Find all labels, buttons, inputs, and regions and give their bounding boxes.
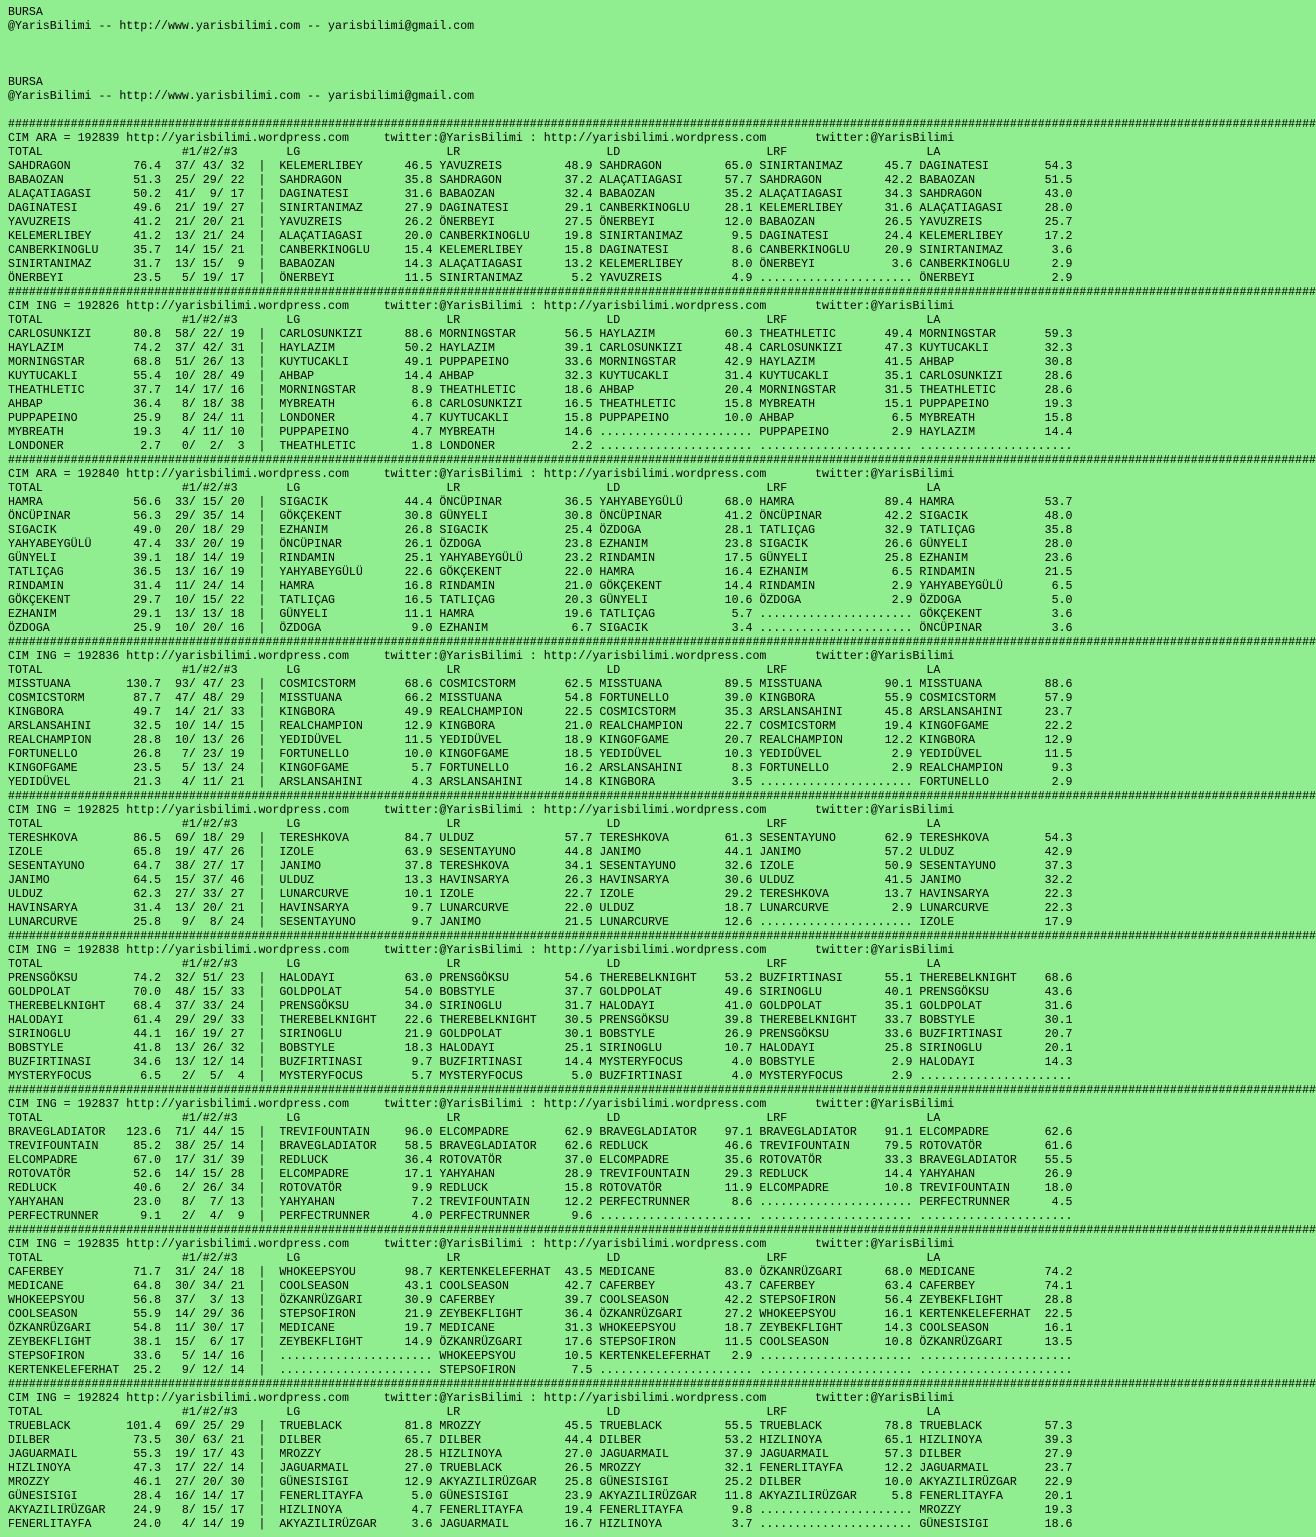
separator-line: ############################################################################################################################################################################################ (8, 118, 1316, 131)
separator-line: ############################################################################################################################################################################################ (8, 930, 1316, 943)
table-row: COOLSEASON 55.9 14/ 29/ 36 | STEPSOFIRON 21.9 ZEYBEKFLIGHT 36.4 ÖZKANRÜZGARI 27.2 WHOKEEPSYOU 16.1 KERTENKELEFERHAT 22.5 (8, 1308, 1073, 1321)
race-title: CIM ARA = 192840 http://yarisbilimi.wordpress.com twitter:@YarisBilimi : http://yarisbilimi.wordpress.com twitter:@YarisBilimi (8, 468, 955, 481)
table-row: HALODAYI 61.4 29/ 29/ 33 | THEREBELKNIGHT 22.6 THEREBELKNIGHT 30.5 PRENSGÖKSU 39.8 THEREBELKNIGHT 33.7 BOBSTYLE 30.1 (8, 1014, 1073, 1027)
table-row: YAHYAHAN 23.0 8/ 7/ 13 | YAHYAHAN 7.2 TREVIFOUNTAIN 12.2 PERFECTRUNNER 8.6 ...................... PERFECTRUNNER 4.5 (8, 1196, 1073, 1209)
table-row: TRUEBLACK 101.4 69/ 25/ 29 | TRUEBLACK 81.8 MROZZY 45.5 TRUEBLACK 55.5 TRUEBLACK 78.8 TRUEBLACK 57.3 (8, 1420, 1073, 1433)
table-row: ÖZDOGA 25.9 10/ 20/ 16 | ÖZDOGA 9.0 EZHANIM 6.7 SIGACIK 3.4 ...................... ÖNCÜPINAR 3.6 (8, 622, 1073, 635)
column-header-row: TOTAL #1/#2/#3 LG LR LD LRF LA (8, 1252, 941, 1265)
blank-line (8, 34, 1080, 48)
race-sections (8, 118, 1316, 1532)
table-row: TREVIFOUNTAIN 85.2 38/ 25/ 14 | BRAVEGLADIATOR 58.5 BRAVEGLADIATOR 62.6 REDLUCK 46.6 TREVIFOUNTAIN 79.5 ROTOVATÖR 61.6 (8, 1140, 1073, 1153)
table-row: KERTENKELEFERHAT 25.2 9/ 12/ 14 | ...................... STEPSOFIRON 7.5 ...................... ...................... ...................... (8, 1364, 1073, 1377)
table-row: LONDONER 2.7 0/ 2/ 3 | THEATHLETIC 1.8 LONDONER 2.2 ...................... ...................... ...................... (8, 440, 1073, 453)
table-row: MROZZY 46.1 27/ 20/ 30 | GÜNESISIGI 12.9 AKYAZILIRÜZGAR 25.8 GÜNESISIGI 25.2 DILBER 10.0 AKYAZILIRÜZGAR 22.9 (8, 1476, 1073, 1489)
separator-line: ############################################################################################################################################################################################ (8, 1224, 1316, 1237)
column-header-row: TOTAL #1/#2/#3 LG LR LD LRF LA (8, 314, 941, 327)
column-header-row: TOTAL #1/#2/#3 LG LR LD LRF LA (8, 664, 941, 677)
table-row: BRAVEGLADIATOR 123.6 71/ 44/ 15 | TREVIFOUNTAIN 96.0 ELCOMPADRE 62.9 BRAVEGLADIATOR 97.1 BRAVEGLADIATOR 91.1 ELCOMPADRE 62.6 (8, 1126, 1073, 1139)
table-row: EZHANIM 29.1 13/ 13/ 18 | GÜNYELI 11.1 HAMRA 19.6 TATLIÇAG 5.7 ...................... GÖKÇEKENT 3.6 (8, 608, 1073, 621)
table-row: AHBAP 36.4 8/ 18/ 38 | MYBREATH 6.8 CARLOSUNKIZI 16.5 THEATHLETIC 15.8 MYBREATH 15.1 PUPPAPEINO 19.3 (8, 398, 1073, 411)
table-row: YAHYABEYGÜLÜ 47.4 33/ 20/ 19 | ÖNCÜPINAR 26.1 ÖZDOGA 23.8 EZHANIM 23.8 SIGACIK 26.6 GÜNYELI 28.0 (8, 538, 1073, 551)
table-row: IZOLE 65.8 19/ 47/ 26 | IZOLE 63.9 SESENTAYUNO 44.8 JANIMO 44.1 JANIMO 57.2 ULDUZ 42.9 (8, 846, 1073, 859)
table-row: FENERLITAYFA 24.0 4/ 14/ 19 | AKYAZILIRÜZGAR 3.6 JAGUARMAIL 16.7 HIZLINOYA 3.7 ...................... GÜNESISIGI 18.6 (8, 1518, 1073, 1531)
separator-line: ############################################################################################################################################################################################ (8, 790, 1316, 803)
table-row: HAYLAZIM 74.2 37/ 42/ 31 | HAYLAZIM 50.2 HAYLAZIM 39.1 CARLOSUNKIZI 48.4 CARLOSUNKIZI 47.3 KUYTUCAKLI 32.3 (8, 342, 1073, 355)
table-row: JANIMO 64.5 15/ 37/ 46 | ULDUZ 13.3 HAVINSARYA 26.3 HAVINSARYA 30.6 ULDUZ 41.5 JANIMO 32.2 (8, 874, 1073, 887)
table-row: LUNARCURVE 25.8 9/ 8/ 24 | SESENTAYUNO 9.7 JANIMO 21.5 LUNARCURVE 12.6 ...................... IZOLE 17.9 (8, 916, 1073, 929)
contact-line: @YarisBilimi -- http://www.yarisbilimi.com -- yarisbilimi@gmail.com (8, 90, 475, 103)
page-title: BURSA (8, 76, 43, 89)
table-row: COSMICSTORM 87.7 47/ 48/ 29 | MISSTUANA 66.2 MISSTUANA 54.8 FORTUNELLO 39.0 KINGBORA 55.9 COSMICSTORM 57.9 (8, 692, 1073, 705)
table-row: ZEYBEKFLIGHT 38.1 15/ 6/ 17 | ZEYBEKFLIGHT 14.9 ÖZKANRÜZGARI 17.6 STEPSOFIRON 11.5 COOLSEASON 10.8 ÖZKANRÜZGARI 13.5 (8, 1336, 1073, 1349)
table-row: TATLIÇAG 36.5 13/ 16/ 19 | YAHYABEYGÜLÜ 22.6 GÖKÇEKENT 22.0 HAMRA 16.4 EZHANIM 6.5 RINDAMIN 21.5 (8, 566, 1073, 579)
race-title: CIM ING = 192838 http://yarisbilimi.wordpress.com twitter:@YarisBilimi : http://yarisbilimi.wordpress.com twitter:@YarisBilimi (8, 944, 955, 957)
table-row: JAGUARMAIL 55.3 19/ 17/ 43 | MROZZY 28.5 HIZLINOYA 27.0 JAGUARMAIL 37.9 JAGUARMAIL 57.3 DILBER 27.9 (8, 1448, 1073, 1461)
page-title: BURSA (8, 6, 43, 19)
table-row: SIGACIK 49.0 20/ 18/ 29 | EZHANIM 26.8 SIGACIK 25.4 ÖZDOGA 28.1 TATLIÇAG 32.9 TATLIÇAG 35.8 (8, 524, 1073, 537)
table-row: ÖNCÜPINAR 56.3 29/ 35/ 14 | GÖKÇEKENT 30.8 GÜNYELI 30.8 ÖNCÜPINAR 41.2 ÖNCÜPINAR 42.2 SIGACIK 48.0 (8, 510, 1073, 523)
race-title: CIM ING = 192826 http://yarisbilimi.wordpress.com twitter:@YarisBilimi : http://yarisbilimi.wordpress.com twitter:@YarisBilimi (8, 300, 955, 313)
table-row: DILBER 73.5 30/ 63/ 21 | DILBER 65.7 DILBER 44.4 DILBER 53.2 HIZLINOYA 65.1 HIZLINOYA 39.3 (8, 1434, 1073, 1447)
table-row: BABAOZAN 51.3 25/ 29/ 22 | SAHDRAGON 35.8 SAHDRAGON 37.2 ALAÇATIAGASI 57.7 SAHDRAGON 42.2 BABAOZAN 51.5 (8, 174, 1073, 187)
table-row: ROTOVATÖR 52.6 14/ 15/ 28 | ELCOMPADRE 17.1 YAHYAHAN 28.9 TREVIFOUNTAIN 29.3 REDLUCK 14.4 YAHYAHAN 26.9 (8, 1168, 1073, 1181)
table-row: ALAÇATIAGASI 50.2 41/ 9/ 17 | DAGINATESI 31.6 BABAOZAN 32.4 BABAOZAN 35.2 ALAÇATIAGASI 34.3 SAHDRAGON 43.0 (8, 188, 1073, 201)
table-row: MISSTUANA 130.7 93/ 47/ 23 | COSMICSTORM 68.6 COSMICSTORM 62.5 MISSTUANA 89.5 MISSTUANA 90.1 MISSTUANA 88.6 (8, 678, 1073, 691)
table-row: SINIRTANIMAZ 31.7 13/ 15/ 9 | BABAOZAN 14.3 ALAÇATIAGASI 13.2 KELEMERLIBEY 8.0 ÖNERBEYI 3.6 CANBERKINOGLU 2.9 (8, 258, 1073, 271)
table-row: BUZFIRTINASI 34.6 13/ 12/ 14 | BUZFIRTINASI 9.7 BUZFIRTINASI 14.4 MYSTERYFOCUS 4.0 BOBSTYLE 2.9 HALODAYI 14.3 (8, 1056, 1073, 1069)
race-title: CIM ING = 192837 http://yarisbilimi.wordpress.com twitter:@YarisBilimi : http://yarisbilimi.wordpress.com twitter:@YarisBilimi (8, 1098, 955, 1111)
table-row: MYBREATH 19.3 4/ 11/ 10 | PUPPAPEINO 4.7 MYBREATH 14.6 ...................... PUPPAPEINO 2.9 HAYLAZIM 14.4 (8, 426, 1073, 439)
table-row: REDLUCK 40.6 2/ 26/ 34 | ROTOVATÖR 9.9 REDLUCK 15.8 ROTOVATÖR 11.9 ELCOMPADRE 10.8 TREVIFOUNTAIN 18.0 (8, 1182, 1073, 1195)
race-title: CIM ING = 192824 http://yarisbilimi.wordpress.com twitter:@YarisBilimi : http://yarisbilimi.wordpress.com twitter:@YarisBilimi (8, 1392, 955, 1405)
table-row: MEDICANE 64.8 30/ 34/ 21 | COOLSEASON 43.1 COOLSEASON 42.7 CAFERBEY 43.7 CAFERBEY 63.4 CAFERBEY 74.1 (8, 1280, 1073, 1293)
table-row: KUYTUCAKLI 55.4 10/ 28/ 49 | AHBAP 14.4 AHBAP 32.3 KUYTUCAKLI 31.4 KUYTUCAKLI 35.1 CARLOSUNKIZI 28.6 (8, 370, 1073, 383)
table-row: TERESHKOVA 86.5 69/ 18/ 29 | TERESHKOVA 84.7 ULDUZ 57.7 TERESHKOVA 61.3 SESENTAYUNO 62.9 TERESHKOVA 54.3 (8, 832, 1073, 845)
table-row: GÜNESISIGI 28.4 16/ 14/ 17 | FENERLITAYFA 5.0 GÜNESISIGI 23.9 AKYAZILIRÜZGAR 11.8 AKYAZILIRÜZGAR 5.8 FENERLITAYFA 20.1 (8, 1490, 1073, 1503)
table-row: AKYAZILIRÜZGAR 24.9 8/ 15/ 17 | HIZLINOYA 4.7 FENERLITAYFA 19.4 FENERLITAYFA 9.8 ...................... MROZZY 19.3 (8, 1504, 1073, 1517)
table-row: HIZLINOYA 47.3 17/ 22/ 14 | JAGUARMAIL 27.0 TRUEBLACK 26.5 MROZZY 32.1 FENERLITAYFA 12.2 JAGUARMAIL 23.7 (8, 1462, 1073, 1475)
column-header-row: TOTAL #1/#2/#3 LG LR LD LRF LA (8, 958, 941, 971)
table-row: GOLDPOLAT 70.0 48/ 15/ 33 | GOLDPOLAT 54.0 BOBSTYLE 37.7 GOLDPOLAT 49.6 SIRINOGLU 40.1 PRENSGÖKSU 43.6 (8, 986, 1073, 999)
table-row: FORTUNELLO 26.8 7/ 23/ 19 | FORTUNELLO 10.0 KINGOFGAME 18.5 YEDIDÜVEL 10.3 YEDIDÜVEL 2.9 YEDIDÜVEL 11.5 (8, 748, 1073, 761)
table-row: GÖKÇEKENT 29.7 10/ 15/ 22 | TATLIÇAG 16.5 TATLIÇAG 20.3 GÜNYELI 10.6 ÖZDOGA 2.9 ÖZDOGA 5.0 (8, 594, 1073, 607)
table-row: SESENTAYUNO 64.7 38/ 27/ 17 | JANIMO 37.8 TERESHKOVA 34.1 SESENTAYUNO 32.6 IZOLE 50.9 SESENTAYUNO 37.3 (8, 860, 1073, 873)
column-header-row: TOTAL #1/#2/#3 LG LR LD LRF LA (8, 1406, 941, 1419)
race-title: CIM ARA = 192839 http://yarisbilimi.wordpress.com twitter:@YarisBilimi : http://yarisbilimi.wordpress.com twitter:@YarisBilimi (8, 132, 955, 145)
column-header-row: TOTAL #1/#2/#3 LG LR LD LRF LA (8, 482, 941, 495)
blank-line (8, 62, 1080, 76)
table-row: HAVINSARYA 31.4 13/ 20/ 21 | HAVINSARYA 9.7 LUNARCURVE 22.0 ULDUZ 18.7 LUNARCURVE 2.9 LUNARCURVE 22.3 (8, 902, 1073, 915)
table-row: THEATHLETIC 37.7 14/ 17/ 16 | MORNINGSTAR 8.9 THEATHLETIC 18.6 AHBAP 20.4 MORNINGSTAR 31.5 THEATHLETIC 28.6 (8, 384, 1073, 397)
table-row: YAVUZREIS 41.2 21/ 20/ 21 | YAVUZREIS 26.2 ÖNERBEYI 27.5 ÖNERBEYI 12.0 BABAOZAN 26.5 YAVUZREIS 25.7 (8, 216, 1073, 229)
table-row: ELCOMPADRE 67.0 17/ 31/ 39 | REDLUCK 36.4 ROTOVATÖR 37.0 ELCOMPADRE 35.6 ROTOVATÖR 33.3 BRAVEGLADIATOR 55.5 (8, 1154, 1073, 1167)
table-row: ULDUZ 62.3 27/ 33/ 27 | LUNARCURVE 10.1 IZOLE 22.7 IZOLE 29.2 TERESHKOVA 13.7 HAVINSARYA 22.3 (8, 888, 1073, 901)
table-row: PUPPAPEINO 25.9 8/ 24/ 11 | LONDONER 4.7 KUYTUCAKLI 15.8 PUPPAPEINO 10.0 AHBAP 6.5 MYBREATH 15.8 (8, 412, 1073, 425)
table-row: MORNINGSTAR 68.8 51/ 26/ 13 | KUYTUCAKLI 49.1 PUPPAPEINO 33.6 MORNINGSTAR 42.9 HAYLAZIM 41.5 AHBAP 30.8 (8, 356, 1073, 369)
blank-line (8, 48, 1080, 62)
table-row: CARLOSUNKIZI 80.8 58/ 22/ 19 | CARLOSUNKIZI 88.6 MORNINGSTAR 56.5 HAYLAZIM 60.3 THEATHLETIC 49.4 MORNINGSTAR 59.3 (8, 328, 1073, 341)
separator-line: ############################################################################################################################################################################################ (8, 454, 1316, 467)
table-row: THEREBELKNIGHT 68.4 37/ 33/ 24 | PRENSGÖKSU 34.0 SIRINOGLU 31.7 HALODAYI 41.0 GOLDPOLAT 35.1 GOLDPOLAT 31.6 (8, 1000, 1073, 1013)
separator-line: ############################################################################################################################################################################################ (8, 636, 1316, 649)
table-row: RINDAMIN 31.4 11/ 24/ 14 | HAMRA 16.8 RINDAMIN 21.0 GÖKÇEKENT 14.4 RINDAMIN 2.9 YAHYABEYGÜLÜ 6.5 (8, 580, 1073, 593)
race-title: CIM ING = 192836 http://yarisbilimi.wordpress.com twitter:@YarisBilimi : http://yarisbilimi.wordpress.com twitter:@YarisBilimi (8, 650, 955, 663)
table-row: MYSTERYFOCUS 6.5 2/ 5/ 4 | MYSTERYFOCUS 5.7 MYSTERYFOCUS 5.0 BUZFIRTINASI 4.0 MYSTERYFOCUS 2.9 ...................... (8, 1070, 1073, 1083)
table-row: WHOKEEPSYOU 56.8 37/ 3/ 13 | ÖZKANRÜZGARI 30.9 CAFERBEY 39.7 COOLSEASON 42.2 STEPSOFIRON 56.4 ZEYBEKFLIGHT 28.8 (8, 1294, 1073, 1307)
table-row: SAHDRAGON 76.4 37/ 43/ 32 | KELEMERLIBEY 46.5 YAVUZREIS 48.9 SAHDRAGON 65.0 SINIRTANIMAZ 45.7 DAGINATESI 54.3 (8, 160, 1073, 173)
table-row: DAGINATESI 49.6 21/ 19/ 27 | SINIRTANIMAZ 27.9 DAGINATESI 29.1 CANBERKINOGLU 28.1 KELEMERLIBEY 31.6 ALAÇATIAGASI 28.0 (8, 202, 1073, 215)
race-title: CIM ING = 192835 http://yarisbilimi.wordpress.com twitter:@YarisBilimi : http://yarisbilimi.wordpress.com twitter:@YarisBilimi (8, 1238, 955, 1251)
column-header-row: TOTAL #1/#2/#3 LG LR LD LRF LA (8, 146, 941, 159)
table-row: KELEMERLIBEY 41.2 13/ 21/ 24 | ALAÇATIAGASI 20.0 CANBERKINOGLU 19.8 SINIRTANIMAZ 9.5 DAGINATESI 24.4 KELEMERLIBEY 17.2 (8, 230, 1073, 243)
blank-line (8, 104, 1080, 118)
table-row: KINGBORA 49.7 14/ 21/ 33 | KINGBORA 49.9 REALCHAMPION 22.5 COSMICSTORM 35.3 ARSLANSAHINI 45.8 ARSLANSAHINI 23.7 (8, 706, 1073, 719)
table-row: HAMRA 56.6 33/ 15/ 20 | SIGACIK 44.4 ÖNCÜPINAR 36.5 YAHYABEYGÜLÜ 68.0 HAMRA 89.4 HAMRA 53.7 (8, 496, 1073, 509)
table-row: ARSLANSAHINI 32.5 10/ 14/ 15 | REALCHAMPION 12.9 KINGBORA 21.0 REALCHAMPION 22.7 COSMICSTORM 19.4 KINGOFGAME 22.2 (8, 720, 1073, 733)
table-row: ÖZKANRÜZGARI 54.8 11/ 30/ 17 | MEDICANE 19.7 MEDICANE 31.3 WHOKEEPSYOU 18.7 ZEYBEKFLIGHT 14.3 COOLSEASON 16.1 (8, 1322, 1073, 1335)
table-row: PERFECTRUNNER 9.1 2/ 4/ 9 | PERFECTRUNNER 4.0 PERFECTRUNNER 9.6 ...................... ...................... ...................... (8, 1210, 1073, 1223)
separator-line: ############################################################################################################################################################################################ (8, 286, 1316, 299)
race-title: CIM ING = 192825 http://yarisbilimi.wordpress.com twitter:@YarisBilimi : http://yarisbilimi.wordpress.com twitter:@YarisBilimi (8, 804, 955, 817)
table-row: CAFERBEY 71.7 31/ 24/ 18 | WHOKEEPSYOU 98.7 KERTENKELEFERHAT 43.5 MEDICANE 83.0 ÖZKANRÜZGARI 68.0 MEDICANE 74.2 (8, 1266, 1073, 1279)
separator-line: ############################################################################################################################################################################################ (8, 1378, 1316, 1391)
table-row: BOBSTYLE 41.8 13/ 26/ 32 | BOBSTYLE 18.3 HALODAYI 25.1 SIRINOGLU 10.7 HALODAYI 25.8 SIRINOGLU 20.1 (8, 1042, 1073, 1055)
contact-line: @YarisBilimi -- http://www.yarisbilimi.com -- yarisbilimi@gmail.com (8, 20, 475, 33)
column-header-row: TOTAL #1/#2/#3 LG LR LD LRF LA (8, 1112, 941, 1125)
table-row: SIRINOGLU 44.1 16/ 19/ 27 | SIRINOGLU 21.9 GOLDPOLAT 30.1 BOBSTYLE 26.9 PRENSGÖKSU 33.6 BUZFIRTINASI 20.7 (8, 1028, 1073, 1041)
table-row: YEDIDÜVEL 21.3 4/ 11/ 21 | ARSLANSAHINI 4.3 ARSLANSAHINI 14.8 KINGBORA 3.5 ...................... FORTUNELLO 2.9 (8, 776, 1073, 789)
table-row: STEPSOFIRON 33.6 5/ 14/ 16 | ...................... WHOKEEPSYOU 10.5 KERTENKELEFERHAT 2.9 ...................... ...................... (8, 1350, 1073, 1363)
table-row: ÖNERBEYI 23.5 5/ 19/ 17 | ÖNERBEYI 11.5 SINIRTANIMAZ 5.2 YAVUZREIS 4.9 ...................... ÖNERBEYI 2.9 (8, 272, 1073, 285)
separator-line: ############################################################################################################################################################################################ (8, 1084, 1316, 1097)
column-header-row: TOTAL #1/#2/#3 LG LR LD LRF LA (8, 818, 941, 831)
table-row: PRENSGÖKSU 74.2 32/ 51/ 23 | HALODAYI 63.0 PRENSGÖKSU 54.6 THEREBELKNIGHT 53.2 BUZFIRTINASI 55.1 THEREBELKNIGHT 68.6 (8, 972, 1073, 985)
table-row: GÜNYELI 39.1 18/ 14/ 19 | RINDAMIN 25.1 YAHYABEYGÜLÜ 23.2 RINDAMIN 17.5 GÜNYELI 25.8 EZHANIM 23.6 (8, 552, 1073, 565)
table-row: CANBERKINOGLU 35.7 14/ 15/ 21 | CANBERKINOGLU 15.4 KELEMERLIBEY 15.8 DAGINATESI 8.6 CANBERKINOGLU 20.9 SINIRTANIMAZ 3.6 (8, 244, 1073, 257)
table-row: KINGOFGAME 23.5 5/ 13/ 24 | KINGOFGAME 5.7 FORTUNELLO 16.2 ARSLANSAHINI 8.3 FORTUNELLO 2.9 REALCHAMPION 9.3 (8, 762, 1073, 775)
table-row: REALCHAMPION 28.8 10/ 13/ 26 | YEDIDÜVEL 11.5 YEDIDÜVEL 18.9 KINGOFGAME 20.7 REALCHAMPION 12.2 KINGBORA 12.9 (8, 734, 1073, 747)
